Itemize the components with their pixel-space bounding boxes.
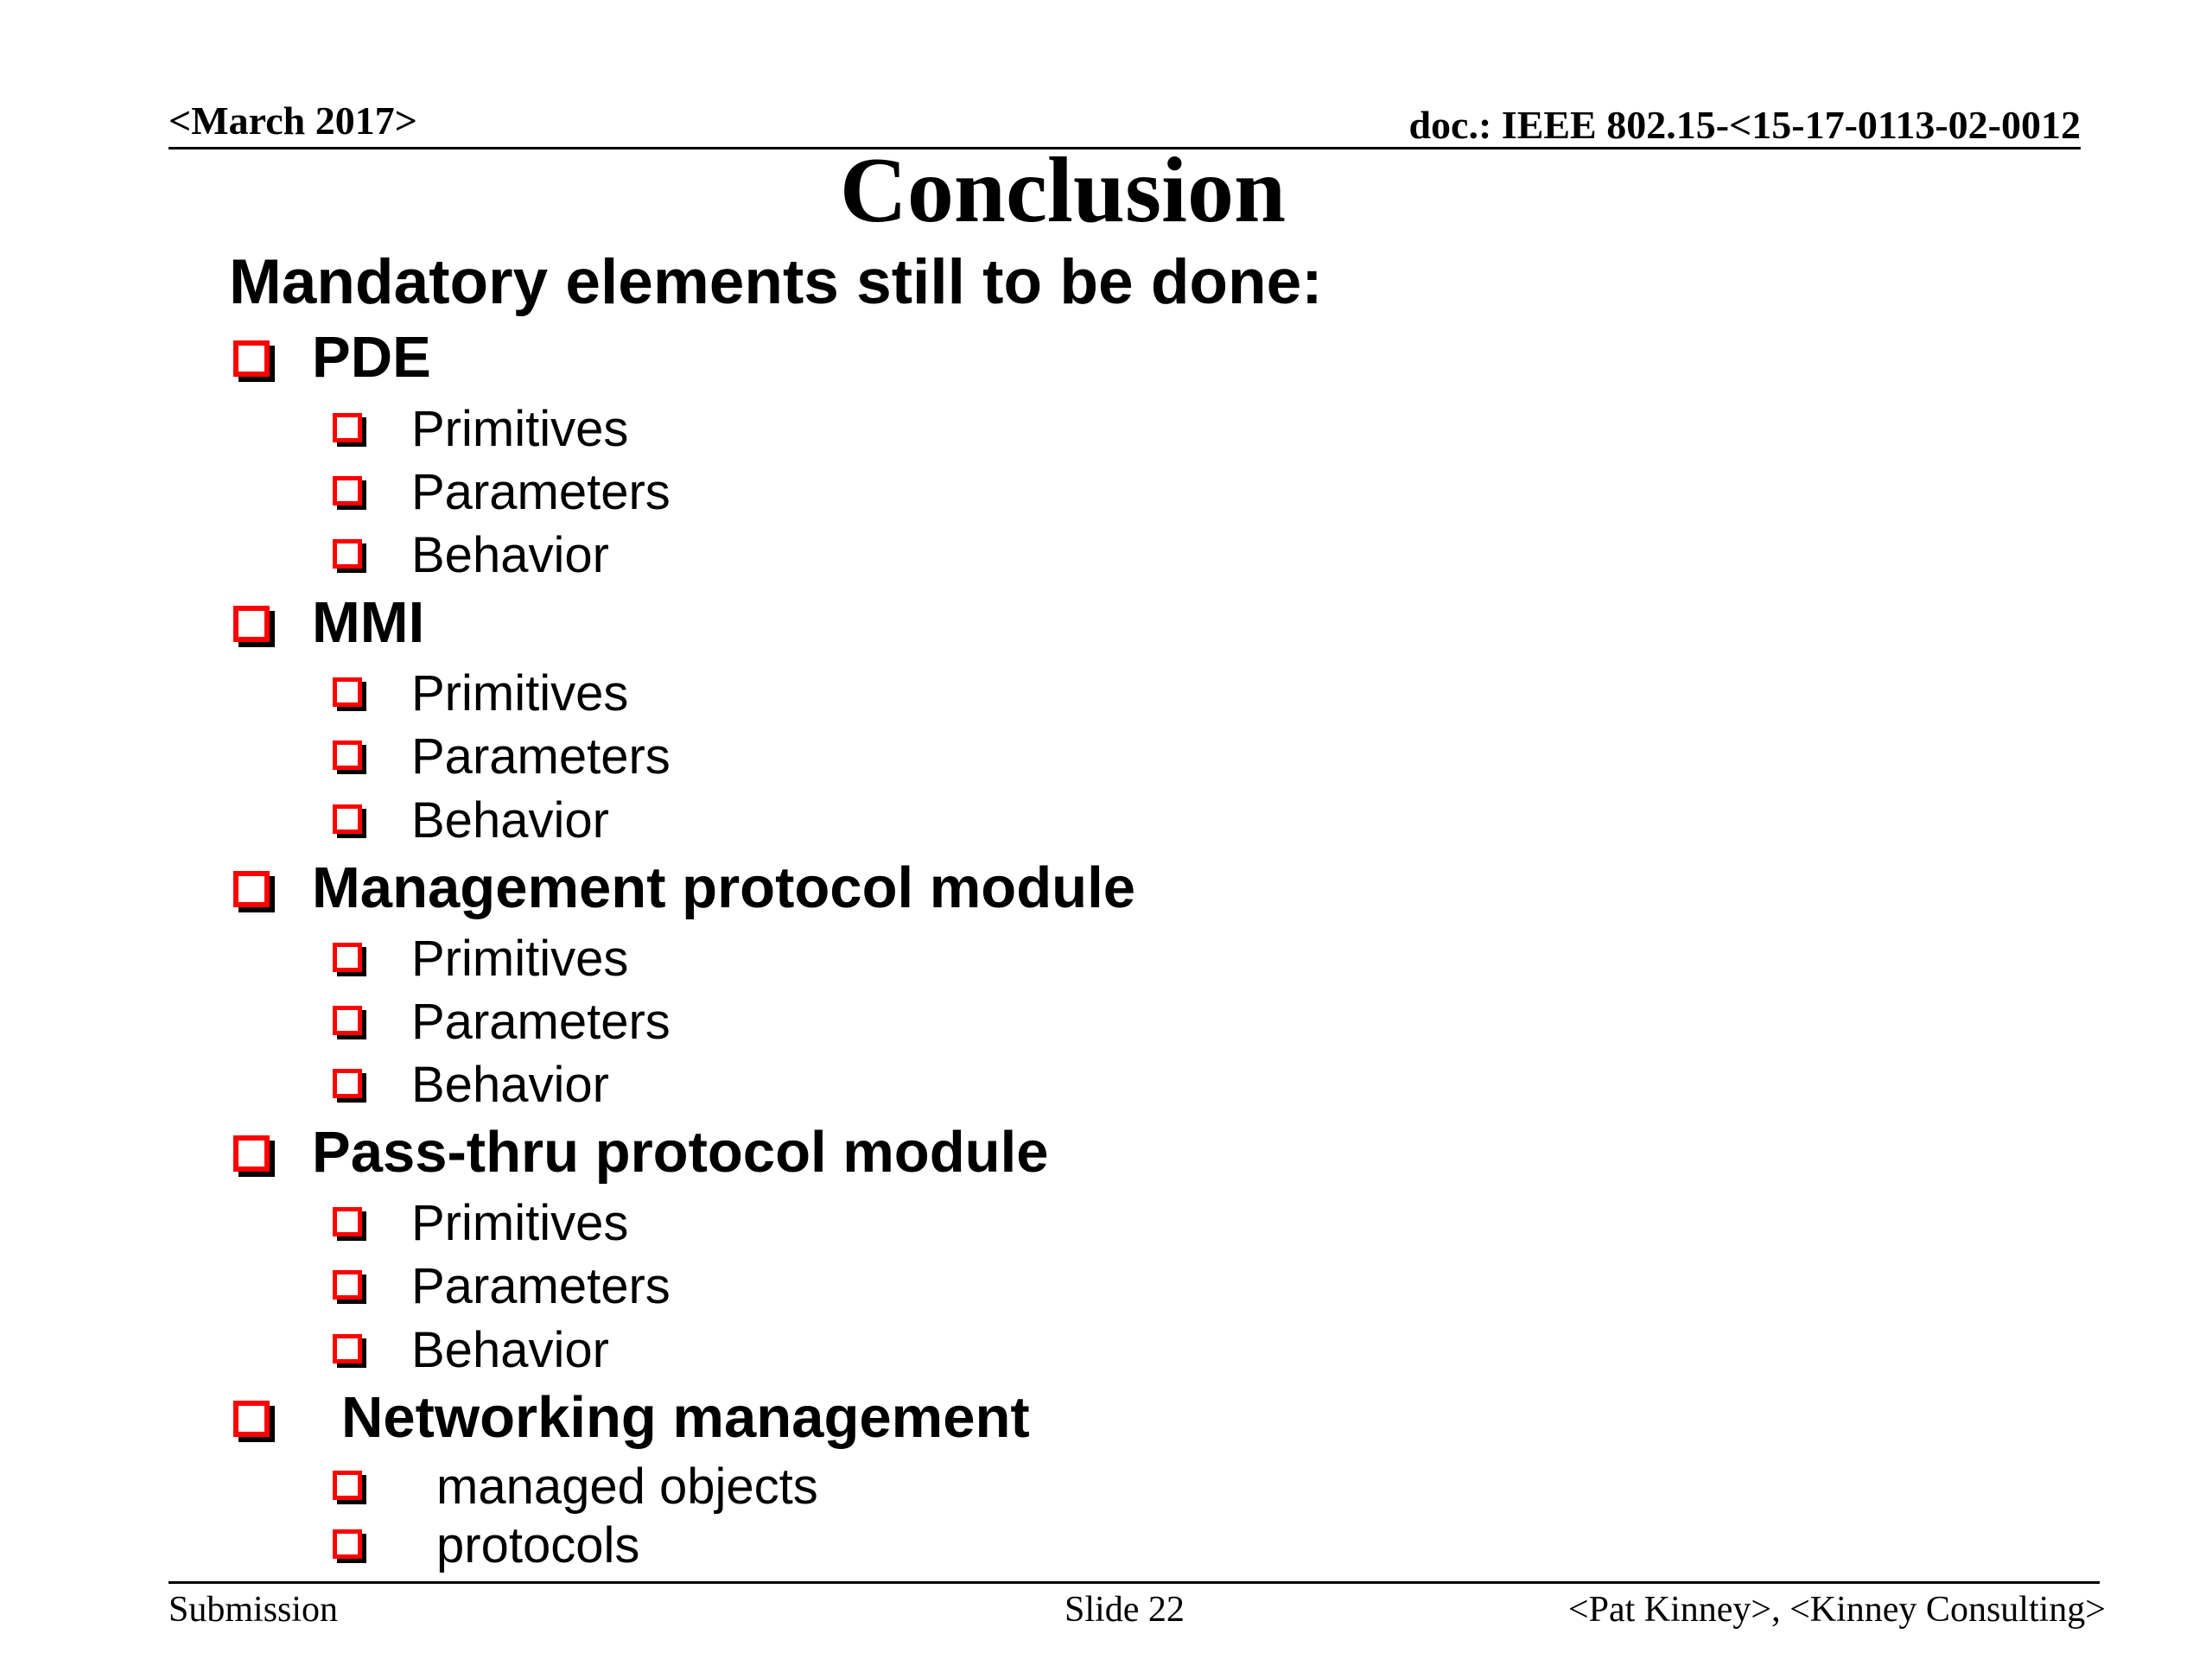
list-item-label: Behavior xyxy=(411,527,609,583)
square-bullet-icon xyxy=(333,1006,362,1035)
list-item-label: managed objects xyxy=(436,1459,818,1515)
section-label: MMI xyxy=(312,590,425,655)
list-item-label: Primitives xyxy=(411,931,629,987)
footer-slide-number: Slide 22 xyxy=(1065,1590,1185,1630)
footer-divider xyxy=(168,1581,2100,1584)
square-bullet-icon xyxy=(333,1069,362,1098)
header-doc-id: doc.: IEEE 802.15-<15-17-0113-02-0012 xyxy=(1408,103,2081,147)
square-bullet-icon xyxy=(333,413,362,442)
footer-author: <Pat Kinney>, <Kinney Consulting> xyxy=(1567,1590,2106,1630)
square-bullet-icon xyxy=(333,943,362,972)
list-item-label: Parameters xyxy=(411,464,671,520)
section-label: Management protocol module xyxy=(312,855,1135,920)
square-bullet-icon xyxy=(233,606,270,642)
square-bullet-icon xyxy=(233,871,270,907)
square-bullet-icon xyxy=(333,677,362,707)
square-bullet-icon xyxy=(333,804,362,834)
list-item-label: protocols xyxy=(436,1517,640,1573)
list-item-label: Parameters xyxy=(411,1258,671,1314)
section-label: PDE xyxy=(312,325,431,390)
square-bullet-icon xyxy=(333,741,362,770)
list-item-label: Primitives xyxy=(411,401,629,457)
square-bullet-icon xyxy=(233,1401,270,1437)
list-item-label: Primitives xyxy=(411,665,629,721)
slide-subtitle: Mandatory elements still to be done: xyxy=(229,247,1323,317)
section-label: Networking management xyxy=(341,1385,1030,1450)
square-bullet-icon xyxy=(233,1135,270,1172)
square-bullet-icon xyxy=(333,1270,362,1300)
list-item-label: Behavior xyxy=(411,1057,609,1113)
list-item-label: Parameters xyxy=(411,728,671,785)
list-item-label: Behavior xyxy=(411,792,609,849)
square-bullet-icon xyxy=(233,340,270,377)
list-item-label: Primitives xyxy=(411,1195,629,1251)
header-date: <March 2017> xyxy=(168,99,417,143)
square-bullet-icon xyxy=(333,1471,362,1500)
square-bullet-icon xyxy=(333,1334,362,1363)
square-bullet-icon xyxy=(333,539,362,569)
slide-title: Conclusion xyxy=(839,139,1287,242)
list-item-label: Behavior xyxy=(411,1322,609,1378)
footer-submission: Submission xyxy=(168,1590,339,1630)
list-item-label: Parameters xyxy=(411,994,671,1050)
square-bullet-icon xyxy=(333,476,362,505)
section-label: Pass-thru protocol module xyxy=(312,1120,1049,1185)
square-bullet-icon xyxy=(333,1207,362,1236)
square-bullet-icon xyxy=(333,1529,362,1559)
